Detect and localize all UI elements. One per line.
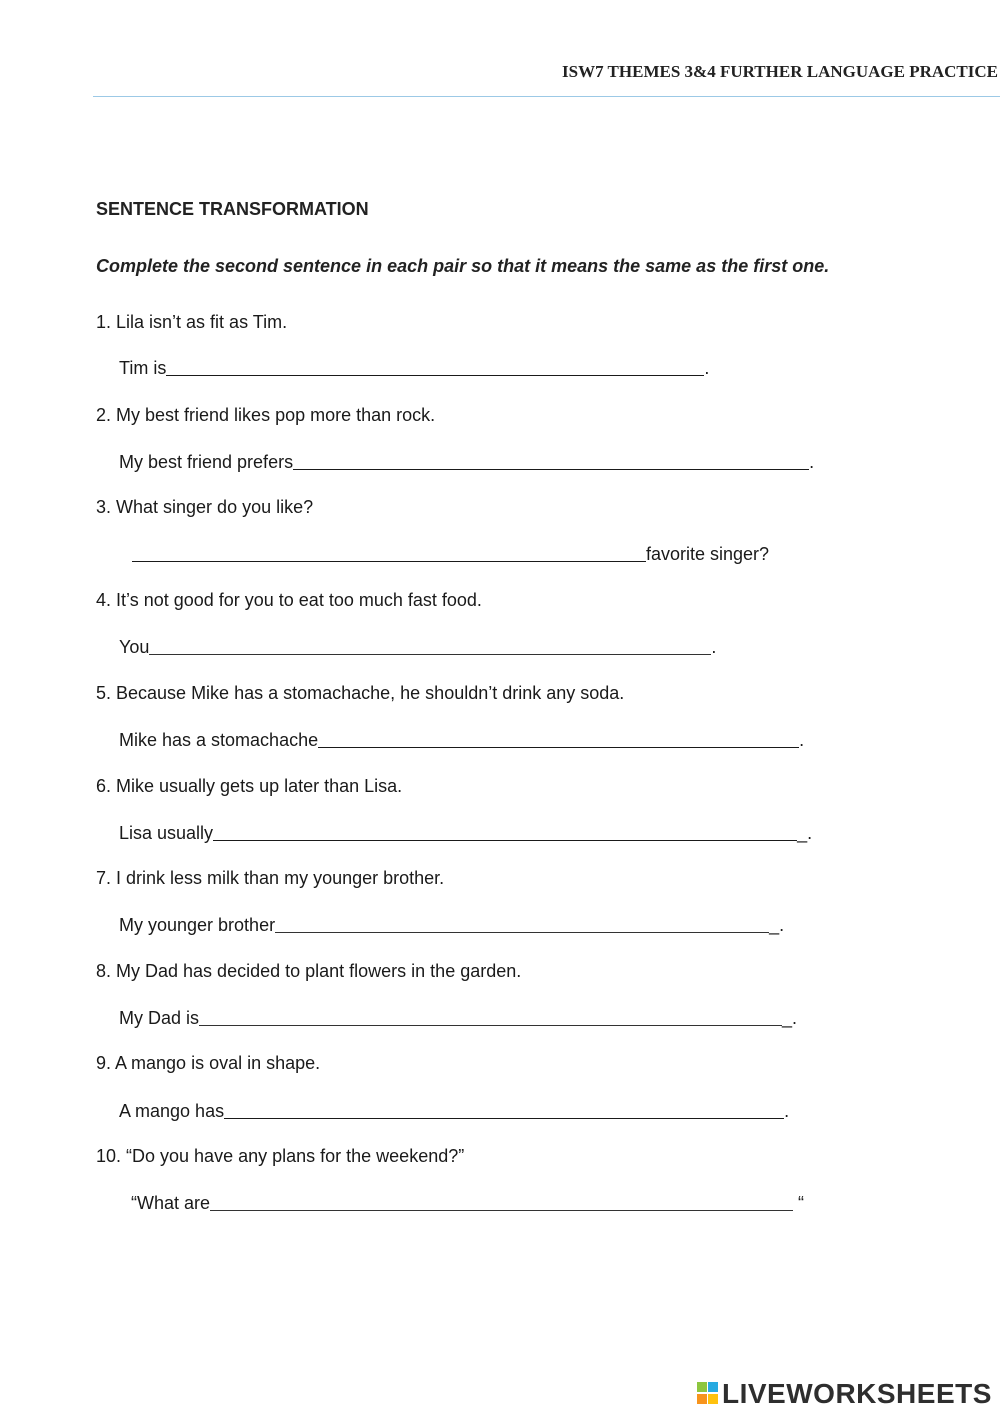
- answer-suffix: .: [784, 1101, 790, 1121]
- answer-prefix: My Dad is: [119, 1008, 200, 1028]
- answer-suffix: .: [799, 730, 805, 750]
- answer-prefix: You: [119, 637, 150, 657]
- answer-suffix: _.: [782, 1008, 798, 1028]
- question-7-answer-row: [119, 914, 784, 936]
- answer-blank[interactable]: [149, 636, 711, 655]
- answer-prefix: Tim is: [119, 358, 167, 378]
- answer-blank[interactable]: [318, 729, 799, 748]
- question-5-prompt: 5. Because Mike has a stomachache, he shouldn’t drink any soda.: [96, 683, 625, 703]
- answer-prefix: A mango has: [119, 1101, 225, 1121]
- document-header-title: ISW7 THEMES 3&4 FURTHER LANGUAGE PRACTICE: [562, 62, 998, 81]
- answer-blank[interactable]: [293, 451, 809, 470]
- question-10-answer-row: [131, 1192, 804, 1214]
- answer-blank[interactable]: [213, 822, 797, 841]
- question-7-prompt: 7. I drink less milk than my younger brother.: [96, 868, 445, 888]
- question-3-prompt: 3. What singer do you like?: [96, 497, 314, 517]
- header-divider: [93, 96, 1000, 97]
- answer-blank[interactable]: [199, 1007, 782, 1026]
- answer-suffix: .: [711, 637, 717, 657]
- question-6-prompt: 6. Mike usually gets up later than Lisa.: [96, 776, 403, 796]
- answer-suffix: “: [793, 1193, 805, 1213]
- answer-suffix: _.: [769, 915, 785, 935]
- answer-blank[interactable]: [166, 357, 704, 376]
- question-3-answer-row: [132, 543, 769, 565]
- question-2-prompt: 2. My best friend likes pop more than rock.: [96, 405, 436, 425]
- question-2-answer-row: [119, 451, 814, 473]
- liveworksheets-logo-icon: [697, 1382, 719, 1406]
- answer-blank[interactable]: [224, 1100, 784, 1119]
- question-6-answer-row: [119, 822, 812, 844]
- answer-blank[interactable]: [210, 1192, 793, 1211]
- instructions: Complete the second sentence in each pair so that it means the same as the first one.: [96, 256, 830, 276]
- question-8-prompt: 8. My Dad has decided to plant flowers in the garden.: [96, 961, 522, 981]
- question-9-answer-row: [119, 1100, 789, 1122]
- question-4-prompt: 4. It’s not good for you to eat too much fast food.: [96, 590, 482, 610]
- answer-suffix: _.: [797, 823, 813, 843]
- liveworksheets-logo: [697, 1378, 992, 1410]
- question-8-answer-row: [119, 1007, 797, 1029]
- answer-prefix: My best friend prefers: [119, 452, 294, 472]
- answer-suffix: .: [704, 358, 710, 378]
- question-4-answer-row: [119, 636, 716, 658]
- answer-prefix: Mike has a stomachache: [119, 730, 319, 750]
- section-title: SENTENCE TRANSFORMATION: [96, 199, 369, 219]
- question-10-prompt: 10. “Do you have any plans for the weekend?”: [96, 1146, 465, 1166]
- question-1-prompt: 1. Lila isn’t as fit as Tim.: [96, 312, 288, 332]
- answer-prefix: “What are: [131, 1193, 211, 1213]
- answer-prefix: My younger brother: [119, 915, 276, 935]
- answer-prefix: Lisa usually: [119, 823, 214, 843]
- answer-blank[interactable]: [275, 914, 769, 933]
- answer-suffix: .: [809, 452, 815, 472]
- question-5-answer-row: [119, 729, 804, 751]
- liveworksheets-logo-text: LIVEWORKSHEETS: [722, 1378, 992, 1409]
- question-1-answer-row: [119, 357, 709, 379]
- answer-suffix: favorite singer?: [646, 544, 770, 564]
- question-9-prompt: 9. A mango is oval in shape.: [96, 1053, 321, 1073]
- answer-blank[interactable]: [132, 543, 646, 562]
